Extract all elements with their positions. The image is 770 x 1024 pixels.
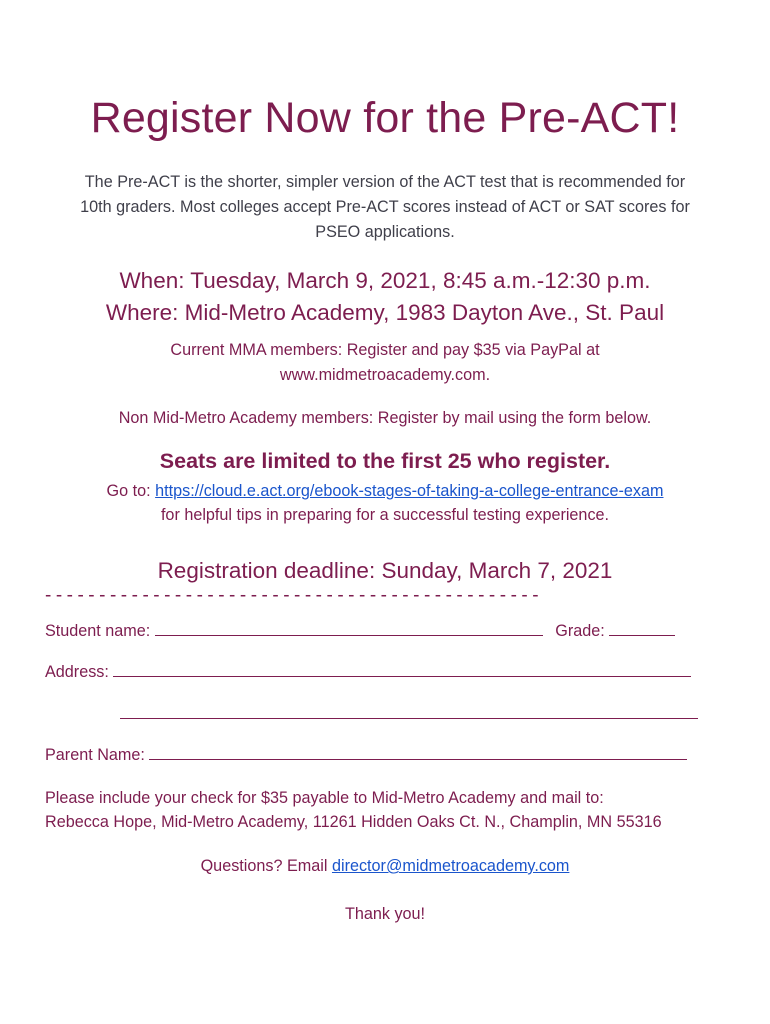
address-row-2 — [120, 704, 698, 724]
parent-name-row — [45, 745, 687, 765]
registration-deadline: Registration deadline: Sunday, March 7, 2021 — [157, 558, 613, 583]
event-when: When: Tuesday, March 9, 2021, 8:45 a.m.-12:30 p.m. — [119, 268, 651, 293]
mail-line: Please include your check for $35 payable to Mid-Metro Academy and mail to: — [45, 789, 604, 807]
event-details — [0, 265, 770, 329]
student-name-row — [45, 621, 675, 641]
mma-line: www.midmetroacademy.com. — [279, 366, 491, 384]
grade-blank[interactable] — [609, 621, 675, 636]
mail-address: Rebecca Hope, Mid-Metro Academy, 11261 Hidden Oaks Ct. N., Champlin, MN 55316 — [45, 813, 662, 831]
address-blank[interactable] — [113, 662, 691, 677]
tips-paragraph — [0, 479, 770, 527]
questions-line — [0, 857, 770, 876]
contact-email-link[interactable]: director@midmetroacademy.com — [331, 857, 570, 875]
intro-line: The Pre-ACT is the shorter, simpler version of the ACT test that is recommended for — [84, 173, 686, 191]
mma-members-note — [0, 338, 770, 388]
tips-suffix: for helpful tips in preparing for a successful testing experience. — [160, 506, 610, 524]
event-where: Where: Mid-Metro Academy, 1983 Dayton Ave., St. Paul — [105, 300, 665, 325]
intro-line: PSEO applications. — [315, 223, 455, 241]
parent-name-blank[interactable] — [149, 745, 687, 760]
address-row — [45, 662, 691, 682]
thank-you: Thank you! — [344, 905, 426, 923]
intro-line: 10th graders. Most colleges accept Pre-ACT scores instead of ACT or SAT scores for — [80, 198, 690, 216]
intro-paragraph — [0, 170, 770, 245]
tips-prefix: Go to: — [106, 482, 151, 500]
cut-line-separator: ---------------------------------------------- — [45, 585, 544, 606]
questions-prefix: Questions? Email — [200, 857, 328, 875]
grade-label: Grade: — [555, 622, 605, 640]
mail-instructions — [45, 786, 662, 834]
tips-link[interactable]: https://cloud.e.act.org/ebook-stages-of-taking-a-college-entrance-exam — [155, 482, 664, 500]
address-blank-2[interactable] — [120, 704, 698, 719]
student-name-label: Student name: — [45, 622, 151, 640]
mma-line: Current MMA members: Register and pay $35 via PayPal at — [170, 341, 600, 359]
seats-limited-heading: Seats are limited to the first 25 who register. — [159, 449, 611, 473]
page-title: Register Now for the Pre-ACT! — [90, 94, 680, 142]
non-members-note: Non Mid-Metro Academy members: Register by mail using the form below. — [118, 409, 652, 427]
parent-name-label: Parent Name: — [45, 746, 145, 764]
student-name-blank[interactable] — [155, 621, 543, 636]
address-label: Address: — [45, 663, 109, 681]
